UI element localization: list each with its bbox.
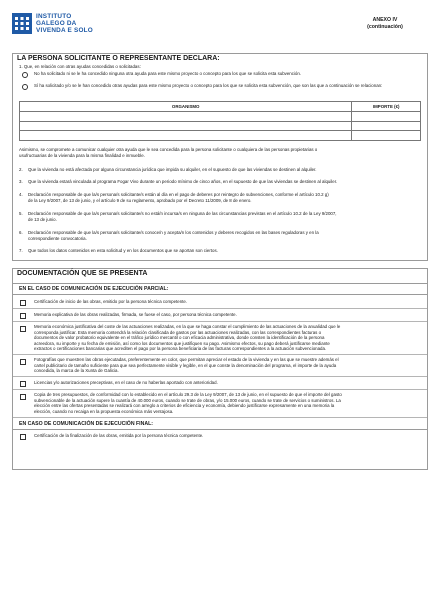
text-line: Declaración responsable de que la/s persona/s solicitante/s están al día en el pago de deberes por reintegro de subvenciones, conforme el artículo 10.2 g) bbox=[28, 192, 329, 197]
document-checkbox[interactable] bbox=[20, 359, 26, 365]
declaration-item-3 bbox=[19, 179, 419, 185]
radio-option-no-aid[interactable] bbox=[22, 71, 417, 78]
organismo-cell[interactable] bbox=[20, 131, 352, 141]
text-line: Certificación de la finalización de las obras, emitida por la persona técnica competente. bbox=[34, 433, 204, 438]
document-item bbox=[13, 355, 427, 377]
documentation-title: DOCUMENTACIÓN QUE SE PRESENTA bbox=[17, 270, 148, 277]
text-line: de la Ley 9/2007, de 13 de junio, y el artículo 9 de su reglamento, aprobado por el Decreto 11/2009, de 8 de enero. bbox=[28, 197, 252, 203]
logo-line: GALEGO DA bbox=[36, 20, 77, 27]
text-line: subvencionable de la actuación supere la cuantía de 40.000 euros, cuando se trate de obras, y/o 15.000 euros, cuando se trate de servicios o suministros. La bbox=[34, 397, 341, 403]
item-number: 2. bbox=[19, 167, 23, 172]
declaration-title: LA PERSONA SOLICITANTE O REPRESENTANTE DECLARA: bbox=[17, 55, 220, 62]
text-line: Que todos los datos contenidos en esta solicitud y en los documentos que se aportan son ciertos. bbox=[28, 248, 218, 253]
text-line: Declaración responsable de que la/s persona/s solicitante/s conoce/n y acepta/n los contenidos y deberes recogidos en las bases reguladoras y en la bbox=[28, 230, 319, 235]
text-line: documentos de valor probatorio equivalente en el tráfico jurídico mercantil o con eficacia administrativa, donde consten la identificación de la persona bbox=[34, 335, 325, 341]
text-line: correspondiente convocatoria. bbox=[28, 235, 87, 241]
text-line: Fotografías que muestren las obras ejecutadas, preferentemente en color, que permitan apreciar el estado de la vivienda y en las que se muestre además el bbox=[34, 357, 339, 362]
text-line: corresponda justificar. Esta memoria contendrá la relación clasificada de gastos por las actuaciones realizadas, con las correspondientes facturas o bbox=[34, 329, 322, 335]
annex-title: ANEXO IV bbox=[372, 17, 398, 23]
document-checkbox[interactable] bbox=[20, 300, 26, 306]
declaration-item-2 bbox=[19, 167, 419, 173]
item-number: 6. bbox=[19, 230, 23, 235]
other-aid-table bbox=[19, 101, 421, 141]
text-line: Memoria explicativa de las obras realizadas, firmada, se fuese el caso, por persona técnica competente. bbox=[34, 312, 237, 317]
document-checkbox[interactable] bbox=[20, 434, 26, 440]
item-number: 4. bbox=[19, 192, 23, 197]
text-line: Memoria económica justificativa del coste de las actuaciones realizadas, en la que se haga constar el cumplimiento de las actuaciones de la anualidad que le bbox=[34, 324, 341, 329]
text-line: Copia de tres presupuestos, de conformidad con lo establecido en el artículo 29.3 de la Ley 9/2007, de 13 de junio, en el supuesto de que el importe del gasto bbox=[34, 392, 342, 397]
document-item bbox=[13, 296, 427, 309]
item-1-heading: 1. Que, en relación con otras ayudas concedidas o solicitadas: bbox=[19, 64, 141, 69]
column-header-importe: IMPORTE (€) bbox=[352, 102, 421, 112]
radio-label: No ha solicitado ni se le ha concedido ninguna otra ayuda para este mismo proyecto o concepto para los que se solicita esta subvención. bbox=[34, 71, 302, 76]
logo-emblem-icon bbox=[12, 13, 32, 34]
importe-cell[interactable] bbox=[352, 111, 421, 121]
table-row bbox=[20, 121, 421, 131]
document-description bbox=[34, 392, 419, 414]
organismo-cell[interactable] bbox=[20, 121, 352, 131]
text-line: Asimismo, se compromete a comunicar cualquier otra ayuda que le sea concedida para la persona solicitante o cualquiera de las personas propietarias o bbox=[19, 147, 318, 152]
declaration-item-7 bbox=[19, 248, 419, 254]
document-item bbox=[13, 377, 427, 390]
declaration-section bbox=[12, 53, 428, 261]
document-checkbox[interactable] bbox=[20, 381, 26, 387]
document-checkbox[interactable] bbox=[20, 326, 26, 332]
text-line: Licencias y/o autorizaciones preceptivas, en el caso de no haberlas aportado con anterioridad. bbox=[34, 380, 218, 385]
text-line: elección entre las ofertas presentadas se realizará con arreglo a criterios de eficiencia y economía, debiendo justificarse expresamente en una memoria la bbox=[34, 403, 335, 409]
radio-label: Sí ha solicitado y/o se le han concedido otras ayudas para este mismo proyecto o concepto para los que se solicita esta subvención, que son las que a continuación se relacionan: bbox=[34, 83, 383, 88]
declaration-item-5 bbox=[19, 211, 419, 222]
organismo-cell[interactable] bbox=[20, 111, 352, 121]
table-row bbox=[20, 131, 421, 141]
item-number: 3. bbox=[19, 179, 23, 184]
documentation-section bbox=[12, 268, 428, 470]
document-checkbox[interactable] bbox=[20, 313, 26, 319]
document-description bbox=[34, 324, 419, 352]
annex-subtitle: (continuación) bbox=[367, 24, 403, 30]
text-line: concedida, la marca de la Xunta de Galicia. bbox=[34, 368, 119, 374]
radio-button[interactable] bbox=[22, 72, 28, 78]
commitment-paragraph bbox=[19, 147, 419, 158]
logo-text bbox=[36, 13, 93, 34]
logo-line: INSTITUTO bbox=[36, 13, 72, 20]
text-line: acreedora, su importe y su fecha de emisión, así como los documentos que justifiquen su pago. Asimismo efectos, su pago deberá justificarse mediante bbox=[34, 340, 330, 346]
declaration-item-6 bbox=[19, 230, 419, 241]
text-line: Que la vivienda estará vinculada al programa Fogar Vivo durante un periodo mínimo de cinco años, en el supuesto de que las viviendas se destinen al alquiler. bbox=[28, 179, 338, 184]
document-description bbox=[34, 357, 419, 374]
document-checkbox[interactable] bbox=[20, 394, 26, 400]
text-line: usufructuarias de la vivienda para la misma finalidad e inmueble. bbox=[19, 152, 145, 158]
text-line: extractos o certificaciones bancarias que acrediten el pago por la persona beneficiaria de las facturas correspondientes a la actuación subvencionada. bbox=[34, 346, 327, 352]
document-item bbox=[13, 430, 427, 443]
table-row bbox=[20, 111, 421, 121]
importe-cell[interactable] bbox=[352, 121, 421, 131]
text-line: elección, cuando no recaiga en la propuesta económica más ventajosa. bbox=[34, 408, 174, 414]
text-line: Declaración responsable de que la/s persona/s solicitante/s no está/n incursa/s en ninguna de las circunstancias previstas en el artículo 10.2 de la Ley 9/2007, bbox=[28, 211, 337, 216]
radio-button[interactable] bbox=[22, 84, 28, 90]
radio-option-other-aid[interactable] bbox=[22, 83, 417, 90]
document-item bbox=[13, 322, 427, 355]
importe-cell[interactable] bbox=[352, 131, 421, 141]
document-item bbox=[13, 390, 427, 418]
item-number: 5. bbox=[19, 211, 23, 216]
column-header-organismo: ORGANISMO bbox=[20, 102, 352, 112]
final-execution-heading: EN CASO DE COMUNICACIÓN DE EJECUCIÓN FINAL: bbox=[13, 419, 427, 430]
institute-logo bbox=[12, 13, 93, 34]
annex-heading bbox=[345, 17, 425, 31]
logo-line: VIVENDA E SOLO bbox=[36, 27, 93, 34]
text-line: Que la vivienda no está afectada por alguna circunstancia jurídica que impida su alquiler, en el supuesto de que las viviendas se destinen al alquiler. bbox=[28, 167, 317, 172]
partial-execution-heading: EN EL CASO DE COMUNICACIÓN DE EJECUCIÓN PARCIAL: bbox=[13, 283, 427, 295]
text-line: Certificación de inicio de las obras, emitido por la persona técnica competente. bbox=[34, 299, 188, 304]
text-line: cartel publicitario de tamaño suficiente para que sea perfectamente visible y legible, en el que conste la denominación del programa, el importe de la ayuda bbox=[34, 362, 337, 368]
document-item bbox=[13, 309, 427, 322]
text-line: de 13 de junio. bbox=[28, 216, 57, 222]
declaration-item-4 bbox=[19, 192, 419, 203]
item-number: 7. bbox=[19, 248, 23, 253]
